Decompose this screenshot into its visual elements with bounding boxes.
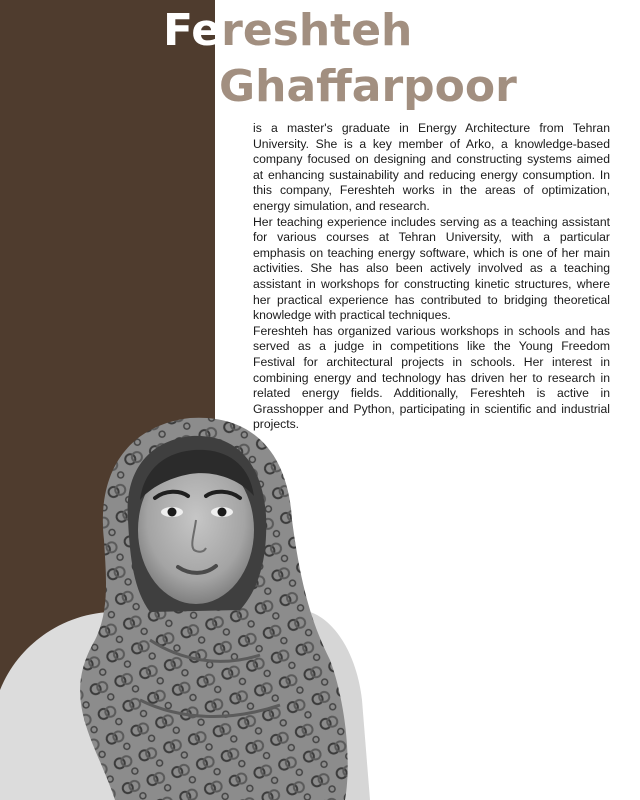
person-name-title [163,6,633,112]
first-name-highlight: Fe [163,5,222,56]
bio-paragraph: Her teaching experience includes serving as a teaching assistant for various courses at Tehran University, with a particular emphasis on teaching energy software, which is one of her main activities. She has also been actively involved as a teaching assistant in workshops for constructing kinetic structures, where her practical experience has contributed to bridging theoretical knowledge with practical techniques. [253,214,610,323]
bio-paragraph: is a master's graduate in Energy Architecture from Tehran University. She is a key member of Arko, a knowledge-based company focused on designing and constructing systems aimed at enhancing sustainability and reducing energy consumption. In this company, Fereshteh works in the areas of optimization, energy simulation, and research. [253,121,610,213]
first-name [163,6,633,56]
bio-paragraph: Fereshteh has organized various workshops in schools and has served as a judge in competitions like the Young Freedom Festival for architectural projects in schools. Her interest in combining energy and technology has driven her to research in related energy fields. Additionally, Fereshteh is active in Grasshopper and Python, participating in scientific and industrial projects. [253,323,610,432]
biography-text [253,121,610,433]
last-name: Ghaffarpoor [219,61,517,112]
first-name-rest: reshteh [221,5,413,56]
